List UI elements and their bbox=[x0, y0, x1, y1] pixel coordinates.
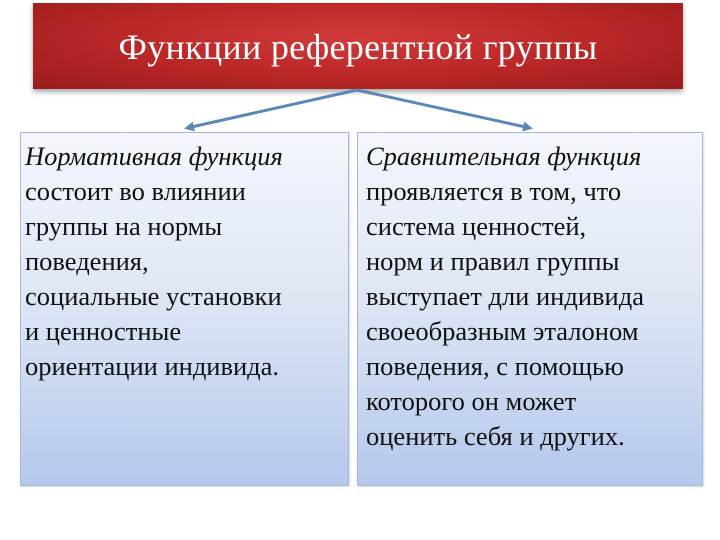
box-text-line: система ценностей, bbox=[366, 211, 587, 241]
box-text-line: которого он может bbox=[366, 386, 577, 416]
left-arrow-icon bbox=[187, 90, 357, 128]
comparative-function-heading: Сравнительная функция bbox=[366, 141, 642, 171]
title-banner bbox=[33, 3, 683, 89]
right-arrow-icon bbox=[357, 90, 530, 128]
box-text-line: поведения, с помощью bbox=[366, 351, 624, 381]
box-text-line: проявляется в том, что bbox=[366, 176, 622, 206]
box-text-line: и ценностные bbox=[25, 316, 182, 346]
box-text-line: состоит во влиянии bbox=[25, 176, 246, 206]
normative-function-heading: Нормативная функция bbox=[25, 141, 283, 171]
box-text-line: выступает дли индивида bbox=[366, 281, 644, 311]
box-text-line: норм и правил группы bbox=[366, 246, 620, 276]
normative-function-box bbox=[20, 132, 349, 486]
box-text-line: ориентации индивида. bbox=[25, 351, 280, 381]
box-text-line: оценить себя и других. bbox=[366, 421, 625, 451]
box-text-line: социальные установки bbox=[25, 281, 282, 311]
slide-title: Функции референтной группы bbox=[118, 27, 598, 67]
box-text-line: своеобразным эталоном bbox=[366, 316, 639, 346]
box-text-line: группы на нормы bbox=[25, 211, 223, 241]
comparative-function-box bbox=[357, 132, 703, 486]
box-text-line: поведения, bbox=[25, 246, 149, 276]
